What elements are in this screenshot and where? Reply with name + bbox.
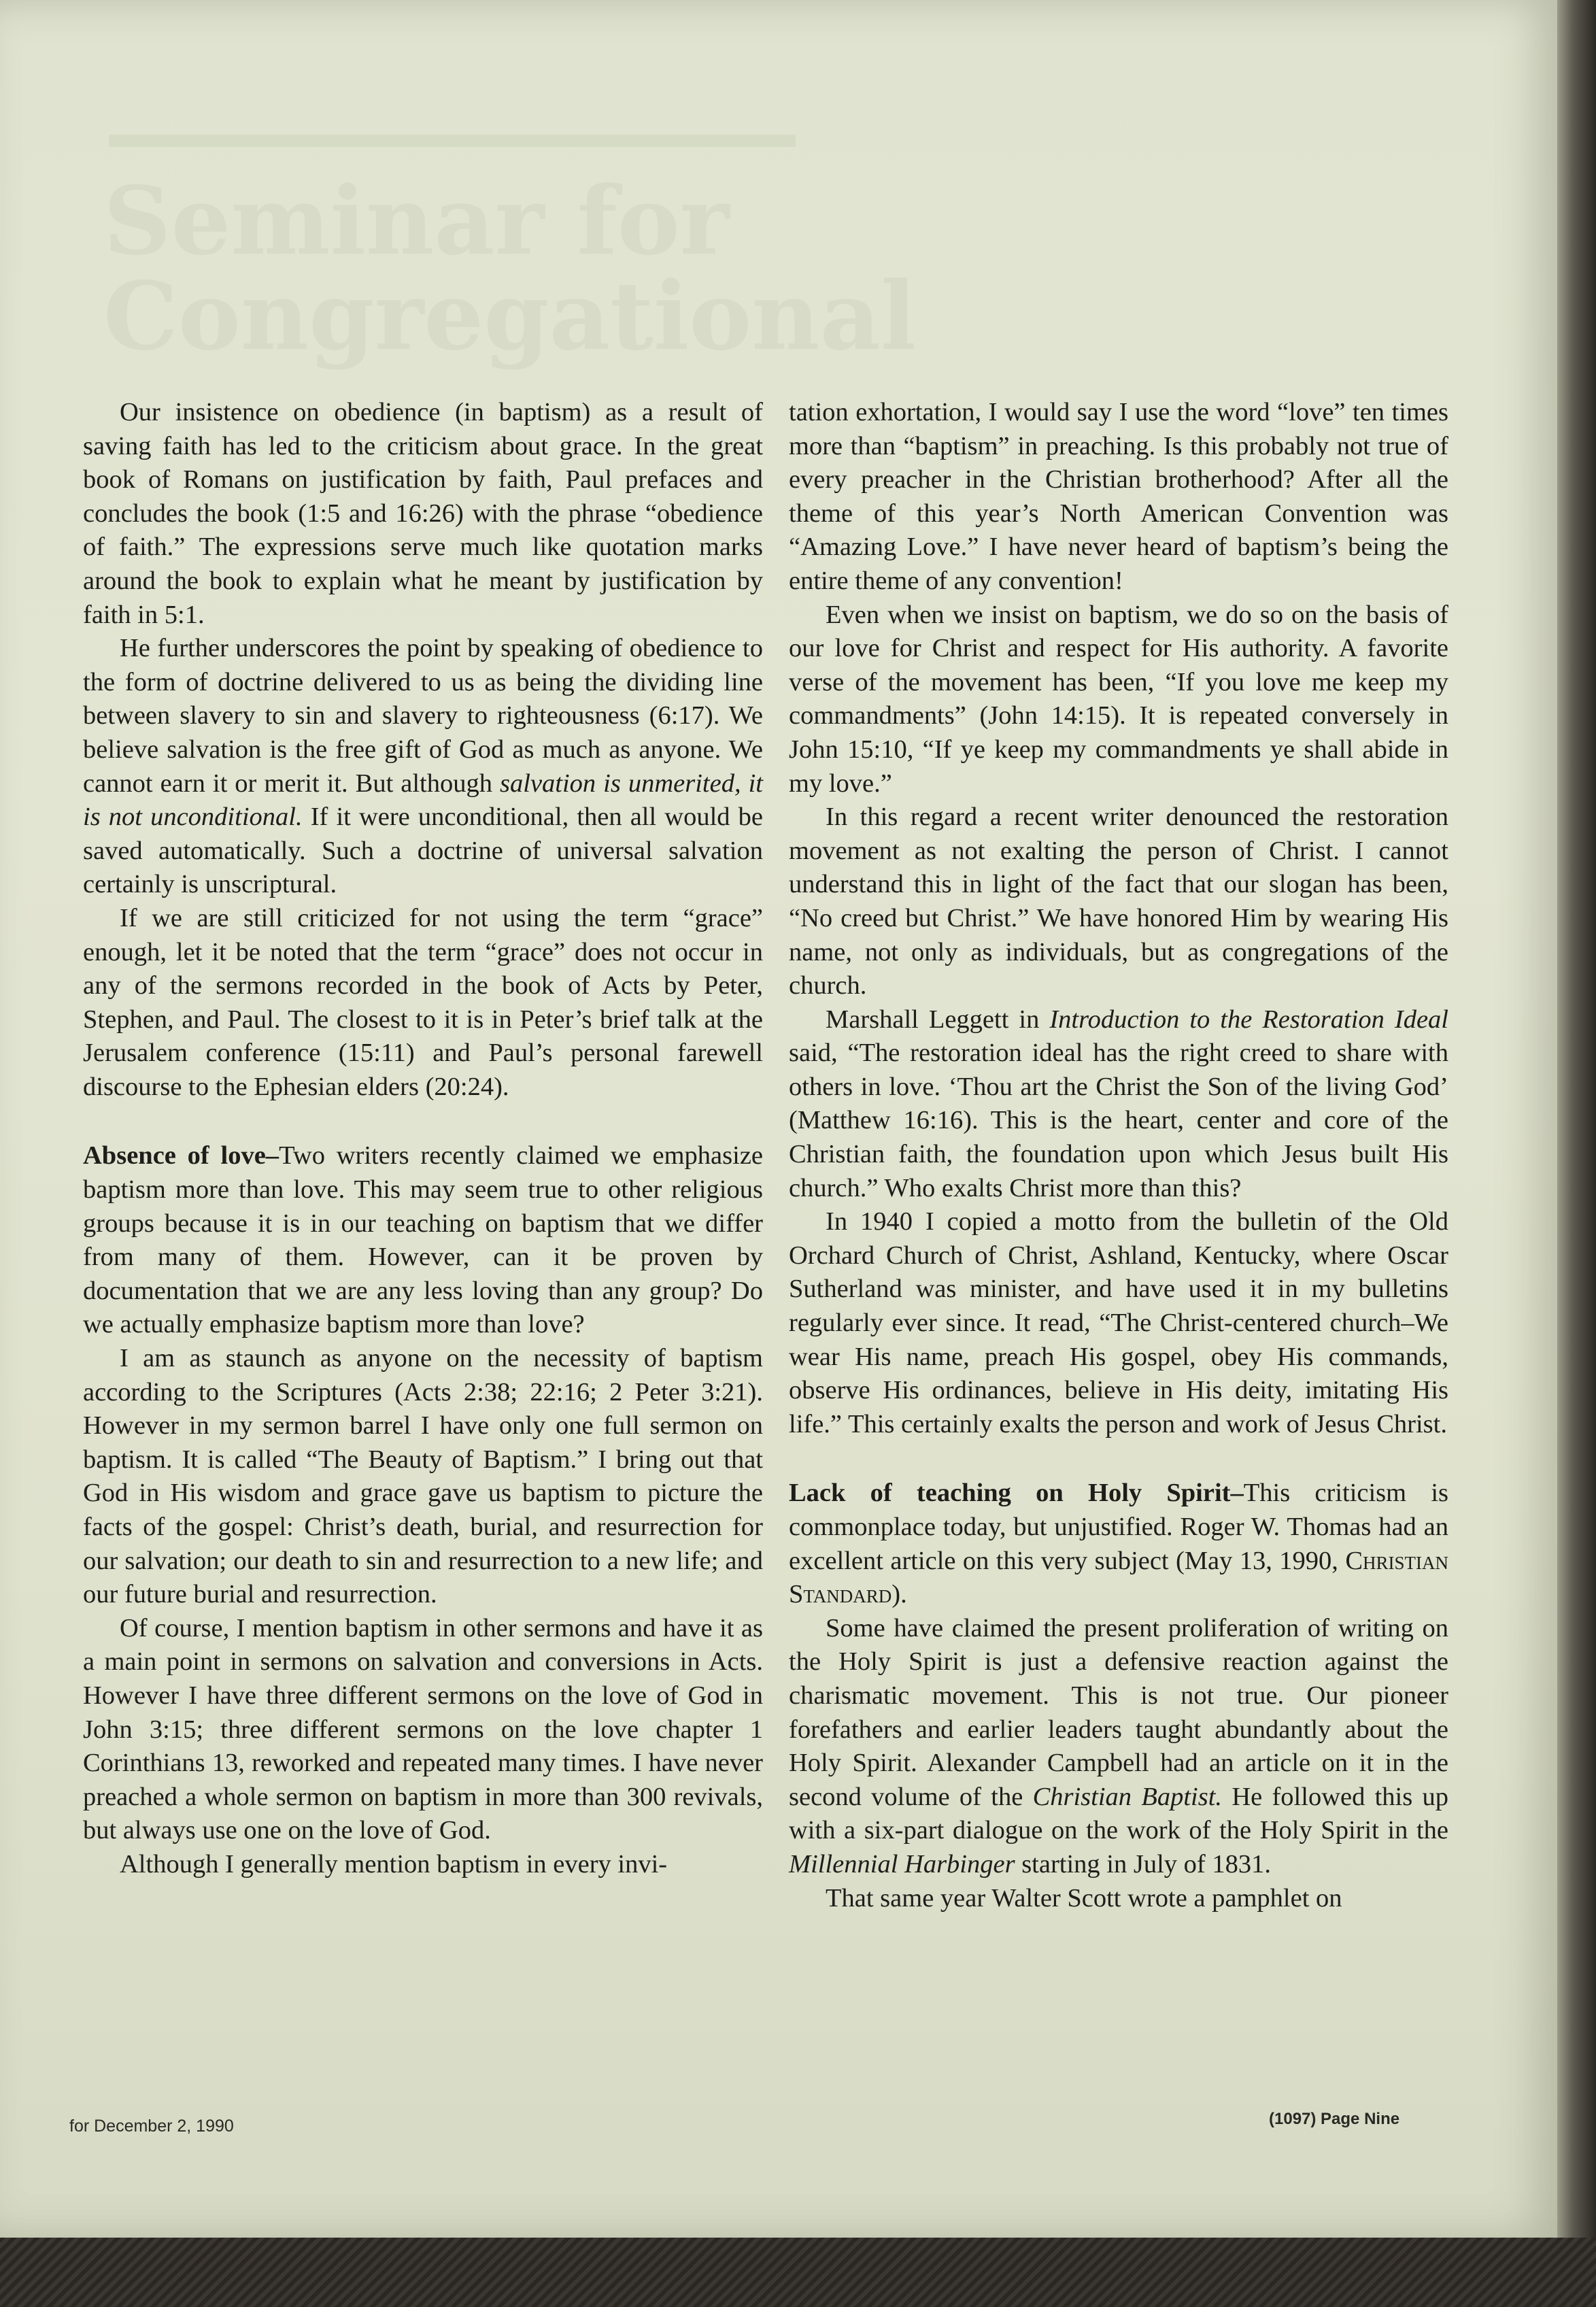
paragraph-text: I am as staunch as anyone on the necessity of baptism according to the Scriptures (Acts 2:38; 22:16; 2 Peter 3:21). However in my sermon barrel I have only one full sermon on baptism. It is called “The Beauty of Baptism.” I bring out that God in His wisdom and grace gave us baptism to picture the facts of the gospel: Christ’s death, burial, and resurrection for our salvation; our death to sin and resurrection to a new life; and our future burial and resurrection. <box>83 1344 763 1609</box>
faded-article-title: Seminar for Congregational <box>103 165 917 371</box>
paragraph-text: Two writers recently claimed we emphasize baptism more than love. This may seem true to other religious groups because it is in our teaching on baptism that we differ from many of them. However, can it be proven by documentation that we are any less loving than any group? Do we actually emphasize baptism more than love? <box>83 1141 763 1339</box>
paragraph-text: He further underscores the point by speaking of obedience to the form of doctrine delivered to us as being the dividing line between slavery to sin and slavery to righteousness (6:17). We believe salvation is the free gift of God as much as anyone. We cannot earn it or merit it. But although <box>83 634 763 798</box>
issue-date-footer: for December 2, 1990 <box>69 2117 234 2136</box>
paragraph-text: If it were unconditional, then all would be saved automatically. Such a doctrine of universal salvation certainly is unscriptural. <box>83 803 763 899</box>
paragraph-text: Some have claimed the present proliferation of writing on the Holy Spirit is just a defensive reaction against the charismatic movement. This is not true. Our pioneer forefathers and earlier leaders taught abundantly about the Holy Spirit. Alexander Campbell had an article on it in the second volume of the <box>789 1613 1448 1811</box>
paragraph-text: If we are still criticized for not using the term “grace” enough, let it be noted that the term “grace” does not occur in any of the sermons recorded in the book of Acts by Peter, Stephen, and Paul. The closest to it is in Peter’s brief talk at the Jerusalem conference (15:11) and Paul’s personal farewell discourse to the Ephesian elders (20:24). <box>83 903 763 1101</box>
emphasized-text: Introduction to the Restoration Ideal <box>1049 1005 1448 1034</box>
body-paragraph <box>83 1342 763 1612</box>
paragraph-text: This criticism is commonplace today, but unjustified. Roger W. Thomas had an excellent article on this very subject (May 13, 1990, <box>789 1479 1449 1575</box>
right-text-column <box>789 396 1448 1915</box>
body-paragraph <box>83 396 763 632</box>
page-edge-shadow <box>1557 0 1596 2307</box>
left-text-column <box>83 396 763 1882</box>
body-paragraph <box>789 801 1448 1003</box>
paragraph-text: Our insistence on obedience (in baptism) as a result of saving faith has led to the criticism about grace. In the great book of Romans on justification by faith, Paul prefaces and concludes the book (1:5 and 16:26) with the phrase “obedience of faith.” The expressions serve much like quotation marks around the book to explain what he meant by justification by faith in 5:1. <box>83 398 763 629</box>
page-number-footer: (1097) Page Nine <box>1269 2110 1400 2128</box>
continued-paragraph <box>789 396 1448 599</box>
paragraph-text: Of course, I mention baptism in other sermons and have it as a main point in sermons on salvation and conversions in Acts. However I have three different sermons on the love of God in John 3:15; three different sermons on the love chapter 1 Corinthians 13, reworked and repeated many times. I have never preached a whole sermon on baptism in more than 300 revivals, but always use one on the love of God. <box>83 1613 763 1845</box>
body-paragraph <box>789 1882 1448 1916</box>
subhead-paragraph <box>83 1139 763 1342</box>
paragraph-text: said, “The restoration ideal has the right creed to share with others in love. ‘Thou art the Christ the Son of the living God’ (Matthew 16:16). This is the heart, center and core of the Christian faith, the foundation upon which Jesus built His church.” Who exalts Christ more than this? <box>789 1039 1448 1202</box>
body-paragraph <box>789 1612 1448 1882</box>
body-paragraph <box>83 1612 763 1848</box>
section-subhead: Absence of love– <box>83 1141 279 1171</box>
paragraph-text: Even when we insist on baptism, we do so on the basis of our love for Christ and respect for His authority. A favorite verse of the movement has been, “If you love me keep my commandments” (John 14:15). It is repeated conversely in John 15:10, “If ye keep my commandments ye shall abide in my love.” <box>789 600 1448 798</box>
emphasized-text: Millennial Harbinger <box>789 1849 1015 1879</box>
body-paragraph <box>83 902 763 1105</box>
paragraph-text: In 1940 I copied a motto from the bulletin of the Old Orchard Church of Christ, Ashland, Kentucky, where Oscar Sutherland was minister, and have used it in my bulletins regularly ever since. It read, “The Christ-centered church–We wear His name, preach His gospel, obey His commands, observe His ordinances, believe in His deity, imitating His life.” This certainly exalts the person and work of Jesus Christ. <box>789 1207 1448 1438</box>
paragraph-text: starting in July of 1831. <box>1015 1849 1272 1879</box>
body-paragraph <box>789 599 1448 801</box>
paragraph-text: ). <box>892 1580 907 1609</box>
paragraph-text: Although I generally mention baptism in every invi- <box>120 1849 668 1879</box>
paragraph-text: That same year Walter Scott wrote a pamphlet on <box>826 1883 1342 1913</box>
body-paragraph <box>83 1848 763 1882</box>
paragraph-text: He followed this up with a six-part dialogue on the work of the Holy Spirit in the <box>789 1782 1448 1845</box>
publication-name: Christian Standard <box>789 1546 1448 1609</box>
faded-title-rule <box>109 135 796 147</box>
subhead-paragraph <box>789 1477 1448 1611</box>
paragraph-text: In this regard a recent writer denounced the restoration movement as not exalting the person of Christ. I cannot understand this in light of the fact that our slogan has been, “No creed but Christ.” We have honored Him by wearing His name, not only as individuals, but as congregations of the church. <box>789 803 1448 1000</box>
section-subhead: Lack of teaching on Holy Spirit– <box>789 1479 1244 1508</box>
background-fabric <box>0 2238 1596 2307</box>
body-paragraph <box>83 632 763 902</box>
body-paragraph <box>789 1205 1448 1441</box>
emphasized-text: Christian Baptist. <box>1032 1782 1223 1811</box>
paragraph-text: Marshall Leggett in <box>826 1005 1050 1034</box>
paragraph-text: tation exhortation, I would say I use the word “love” ten times more than “baptism” in preaching. Is this probably not true of every preacher in the Christian brotherhood? After all the theme of this year’s North American Convention was “Amazing Love.” I have never heard of baptism’s being the entire theme of any convention! <box>789 398 1448 595</box>
body-paragraph <box>789 1003 1448 1206</box>
emphasized-text: salvation is unmerited, it is not unconditional. <box>83 769 763 832</box>
